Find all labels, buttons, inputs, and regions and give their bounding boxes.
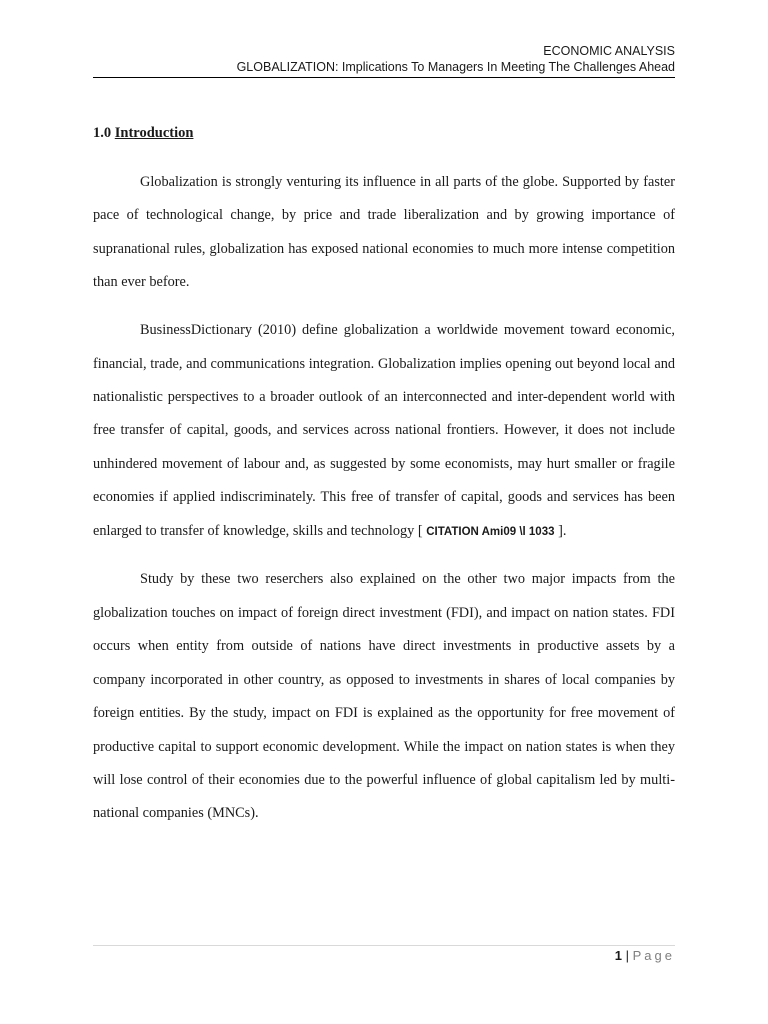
citation-field: CITATION Ami09 \l 1033 <box>426 525 555 538</box>
document-body <box>93 166 675 845</box>
footer-separator: | <box>625 948 629 963</box>
section-heading <box>93 125 193 142</box>
header-title: ECONOMIC ANALYSIS <box>543 44 675 58</box>
section-number: 1.0 <box>93 125 112 141</box>
footer-divider <box>93 945 675 946</box>
paragraph-2-text: BusinessDictionary (2010) define globalization a worldwide movement toward economic, financial, trade, and communications integration. Globalization implies opening out beyond local and nationalistic perspectives to a broader outlook of an interconnected and inter-dependent world with free transfer of capital, goods, and services across national frontiers. However, it does not include unhindered movement of labour and, as suggested by some economists, may hurt smaller or fragile economies if applied indiscriminately. This free of transfer of capital, goods and services has been enlarged to transfer of knowledge, skills and technology [ <box>93 322 675 539</box>
paragraph-3: Study by these two reserchers also explained on the other two major impacts from the globalization touches on impact of foreign direct investment (FDI), and impact on nation states. FDI occurs when entity from outside of nations have direct investments in productive assets by a company incorporated in other country, as opposed to investments in shares of local companies by foreign entities. By the study, impact on FDI is explained as the opportunity for free movement of productive capital to support economic development. While the impact on nation states is when they will lose control of their economies due to the powerful influence of global capitalism led by multi-national companies (MNCs). <box>93 571 675 822</box>
page-header <box>93 43 675 75</box>
header-divider <box>93 77 675 78</box>
paragraph-2 <box>93 314 675 549</box>
page-footer <box>93 948 675 963</box>
header-subtitle: GLOBALIZATION: Implications To Managers In Meeting The Challenges Ahead <box>236 60 675 74</box>
paragraph-1: Globalization is strongly venturing its influence in all parts of the globe. Supported by faster pace of technological change, by price and trade liberalization and by growing importance of supranational rules, globalization has exposed national economies to much more intense competition than ever before. <box>93 174 675 291</box>
paragraph-2-end: ]. <box>558 522 567 539</box>
page-number: 1 <box>614 948 622 963</box>
page-label: Page <box>632 948 675 963</box>
section-title: Introduction <box>114 125 194 141</box>
